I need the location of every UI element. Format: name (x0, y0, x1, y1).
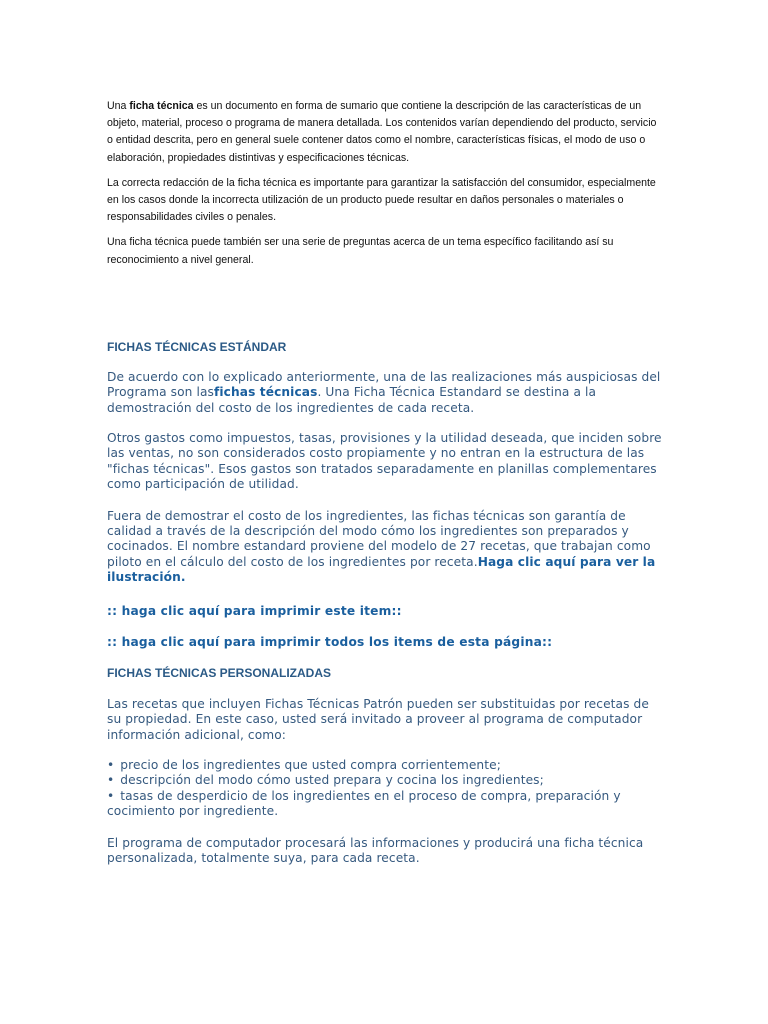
bullet-icon: • (107, 773, 115, 788)
list-item: • tasas de desperdicio de los ingredientes en el proceso de compra, preparación y cocimiento por ingrediente. (107, 788, 621, 819)
bullet-list (107, 758, 663, 820)
section-title-personalizadas: FICHAS TÉCNICAS PERSONALIZADAS (107, 665, 332, 680)
view-illustration-link[interactable]: Haga clic aquí para ver la ilustración. (107, 554, 656, 585)
estandar-paragraph-1: De acuerdo con lo explicado anteriormente, una de las realizaciones más auspiciosas del Programa son lasfichas técnicas. Una Ficha Técnica Estandard se destina a la demostración del costo de los ingredientes de cada receta. (107, 369, 661, 415)
list-item: • descripción del modo cómo usted prepara y cocina los ingredientes; (107, 773, 544, 788)
print-item-link[interactable]: :: haga clic aquí para imprimir este item:: (107, 603, 402, 618)
estandar-bold-term: fichas técnicas (213, 385, 318, 400)
intro-section (107, 98, 663, 269)
intro-paragraph-2: La correcta redacción de la ficha técnica es importante para garantizar la satisfacción del consumidor, especialmente en los casos donde la incorrecta utilización de un producto puede resultar en daños personales o materiales o responsabilidades civiles o penales. (107, 176, 656, 224)
personalizadas-paragraph-2: El programa de computador procesará las informaciones y producirá una ficha técnica personalizada, totalmente suya, para cada receta. (107, 835, 644, 865)
bullet-list-container (107, 758, 663, 820)
list-item: • precio de los ingredientes que usted compra corrientemente; (107, 757, 501, 772)
intro-bold-term: ficha técnica (129, 100, 194, 112)
estandar-paragraph-2: Otros gastos como impuestos, tasas, provisiones y la utilidad deseada, que inciden sobre las ventas, no son considerados costo propiamente y no entran en la estructura de las "fichas técnicas". Esos gastos son tratados separadamente en planillas complementares como participación de utilidad. (107, 431, 662, 492)
document-page (107, 0, 663, 866)
bullet-icon: • (107, 788, 115, 803)
print-all-link[interactable]: :: haga clic aquí para imprimir todos los items de esta página:: (107, 634, 553, 649)
personalizadas-paragraph-1: Las recetas que incluyen Fichas Técnicas Patrón pueden ser substituidas por recetas de su propiedad. En este caso, usted será invitado a proveer al programa de computador información adicional, como: (107, 696, 649, 742)
estandar-paragraph-3: Fuera de demostrar el costo de los ingredientes, las fichas técnicas son garantía de calidad a través de la descripción del modo cómo los ingredientes son preparados y cocinados. El nombre estandard proviene del modelo de 27 recetas, que trabajan como piloto en el cálculo del costo de los ingredientes por receta.Haga clic aquí para ver la ilustración. (107, 508, 656, 585)
section-title-estandar: FICHAS TÉCNICAS ESTÁNDAR (107, 339, 287, 354)
bullet-icon: • (107, 757, 115, 772)
intro-paragraph-3: Una ficha técnica puede también ser una serie de preguntas acerca de un tema específico facilitando así su reconocimiento a nivel general. (107, 236, 614, 266)
intro-paragraph-1: Una ficha técnica es un documento en forma de sumario que contiene la descripción de las características de un objeto, material, proceso o programa de manera detallada. Los contenidos varían dependiendo del producto, servicio o entidad descrita, pero en general suele contener datos como el nombre, características físicas, el modo de uso o elaboración, propiedades distintivas y especificaciones técnicas. (107, 100, 657, 164)
